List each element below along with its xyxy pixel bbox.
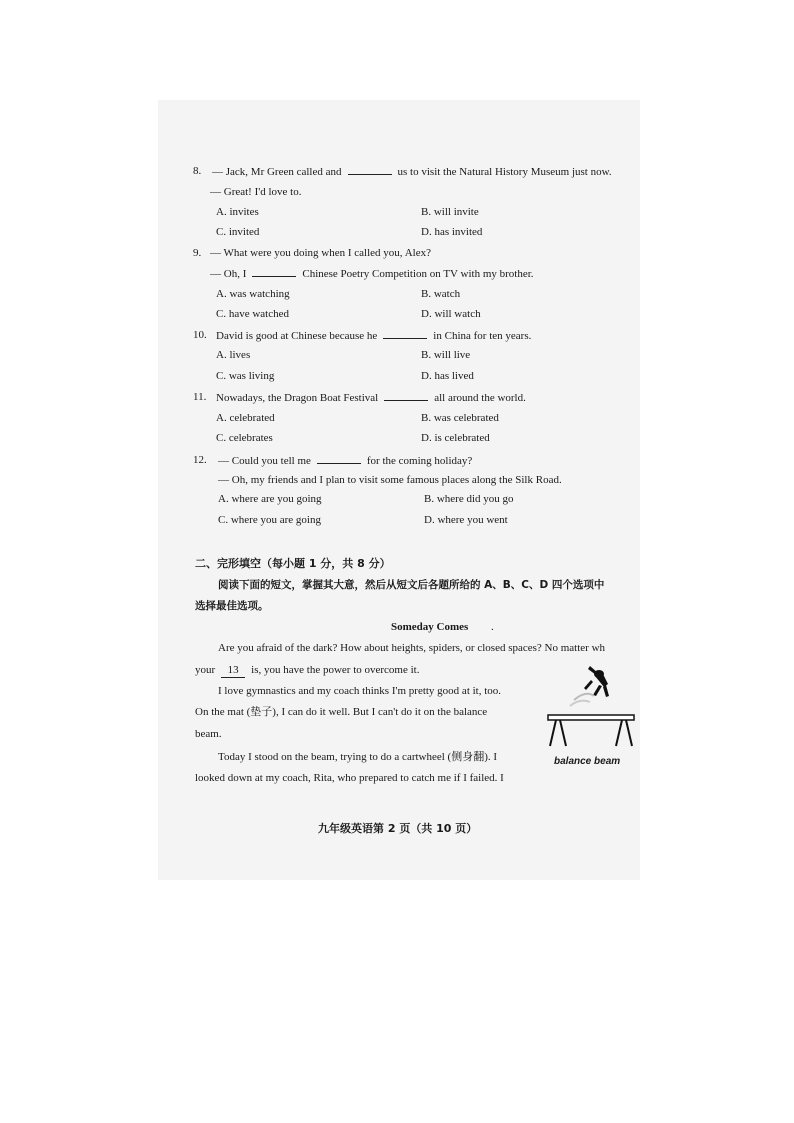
q10-option-d: D. has lived bbox=[421, 370, 474, 382]
passage-line: Are you afraid of the dark? How about heights, spiders, or closed spaces? No matter wh bbox=[218, 642, 606, 654]
q12-option-b: B. where did you go bbox=[424, 493, 514, 505]
q8-option-b: B. will invite bbox=[421, 206, 479, 218]
q8-option-a: A. invites bbox=[216, 206, 259, 218]
answer-blank bbox=[317, 453, 361, 464]
answer-blank bbox=[252, 266, 296, 277]
q8-reply: — Great! I'd love to. bbox=[210, 186, 302, 198]
q10-number: 10. bbox=[193, 329, 207, 341]
passage-line: I love gymnastics and my coach thinks I'm pretty good at it, too. bbox=[218, 685, 502, 697]
page-footer: 九年级英语第 2 页（共 10 页） bbox=[318, 822, 478, 835]
q10-option-b: B. will live bbox=[421, 349, 471, 361]
passage-line: On the mat (垫子), I can do it well. But I can't do it on the balance bbox=[195, 706, 488, 718]
q11-option-d: D. is celebrated bbox=[421, 432, 490, 444]
section-instruction-line1: 阅读下面的短文，掌握其大意，然后从短文后各题所给的 A、B、C、D 四个选项中 bbox=[218, 579, 605, 591]
q10-option-a: A. lives bbox=[216, 349, 251, 361]
q9-option-a: A. was watching bbox=[216, 288, 290, 300]
q9-reply: — Oh, I Chinese Poetry Competition on TV with my brother. bbox=[210, 268, 534, 280]
q12-reply: — Oh, my friends and I plan to visit some famous places along the Silk Road. bbox=[218, 474, 562, 486]
q10-option-c: C. was living bbox=[216, 370, 275, 382]
answer-blank bbox=[383, 328, 427, 339]
q11-number: 11. bbox=[193, 391, 207, 403]
title-mark: . bbox=[491, 621, 494, 633]
q8-option-d: D. has invited bbox=[421, 226, 483, 238]
q12-option-c: C. where you are going bbox=[218, 514, 321, 526]
q11-stem: Nowadays, the Dragon Boat Festival all around the world. bbox=[216, 392, 526, 404]
passage-line: Today I stood on the beam, trying to do a cartwheel (侧身翻). I bbox=[218, 751, 498, 763]
q10-stem: David is good at Chinese because he in China for ten years. bbox=[216, 330, 532, 342]
section-instruction-line2: 选择最佳选项。 bbox=[195, 600, 269, 612]
q12-number: 12. bbox=[193, 454, 207, 466]
passage-line: looked down at my coach, Rita, who prepared to catch me if I failed. I bbox=[195, 772, 504, 784]
answer-blank bbox=[384, 390, 428, 401]
q8-option-c: C. invited bbox=[216, 226, 260, 238]
passage-line: your 13 is, you have the power to overcome it. bbox=[195, 664, 420, 676]
q9-option-d: D. will watch bbox=[421, 308, 481, 320]
section-heading: 二、完形填空（每小题 1 分，共 8 分） bbox=[195, 557, 391, 570]
q11-option-a: A. celebrated bbox=[216, 412, 275, 424]
q8-stem: — Jack, Mr Green called and us to visit the Natural History Museum just now. bbox=[212, 166, 612, 178]
q9-option-b: B. watch bbox=[421, 288, 461, 300]
answer-blank bbox=[348, 164, 392, 175]
q12-option-d: D. where you went bbox=[424, 514, 508, 526]
cloze-blank-13: 13 bbox=[221, 663, 245, 678]
q9-number: 9. bbox=[193, 247, 202, 259]
passage-title: Someday Comes bbox=[391, 621, 469, 633]
q12-option-a: A. where are you going bbox=[218, 493, 322, 505]
q11-option-b: B. was celebrated bbox=[421, 412, 499, 424]
figure-caption: balance beam bbox=[554, 756, 621, 767]
q12-stem: — Could you tell me for the coming holiday? bbox=[218, 455, 473, 467]
passage-line: beam. bbox=[195, 728, 222, 740]
balance-beam-figure bbox=[546, 660, 636, 780]
q11-option-c: C. celebrates bbox=[216, 432, 273, 444]
q8-number: 8. bbox=[193, 165, 202, 177]
q9-stem: — What were you doing when I called you, Alex? bbox=[210, 247, 431, 259]
q9-option-c: C. have watched bbox=[216, 308, 289, 320]
